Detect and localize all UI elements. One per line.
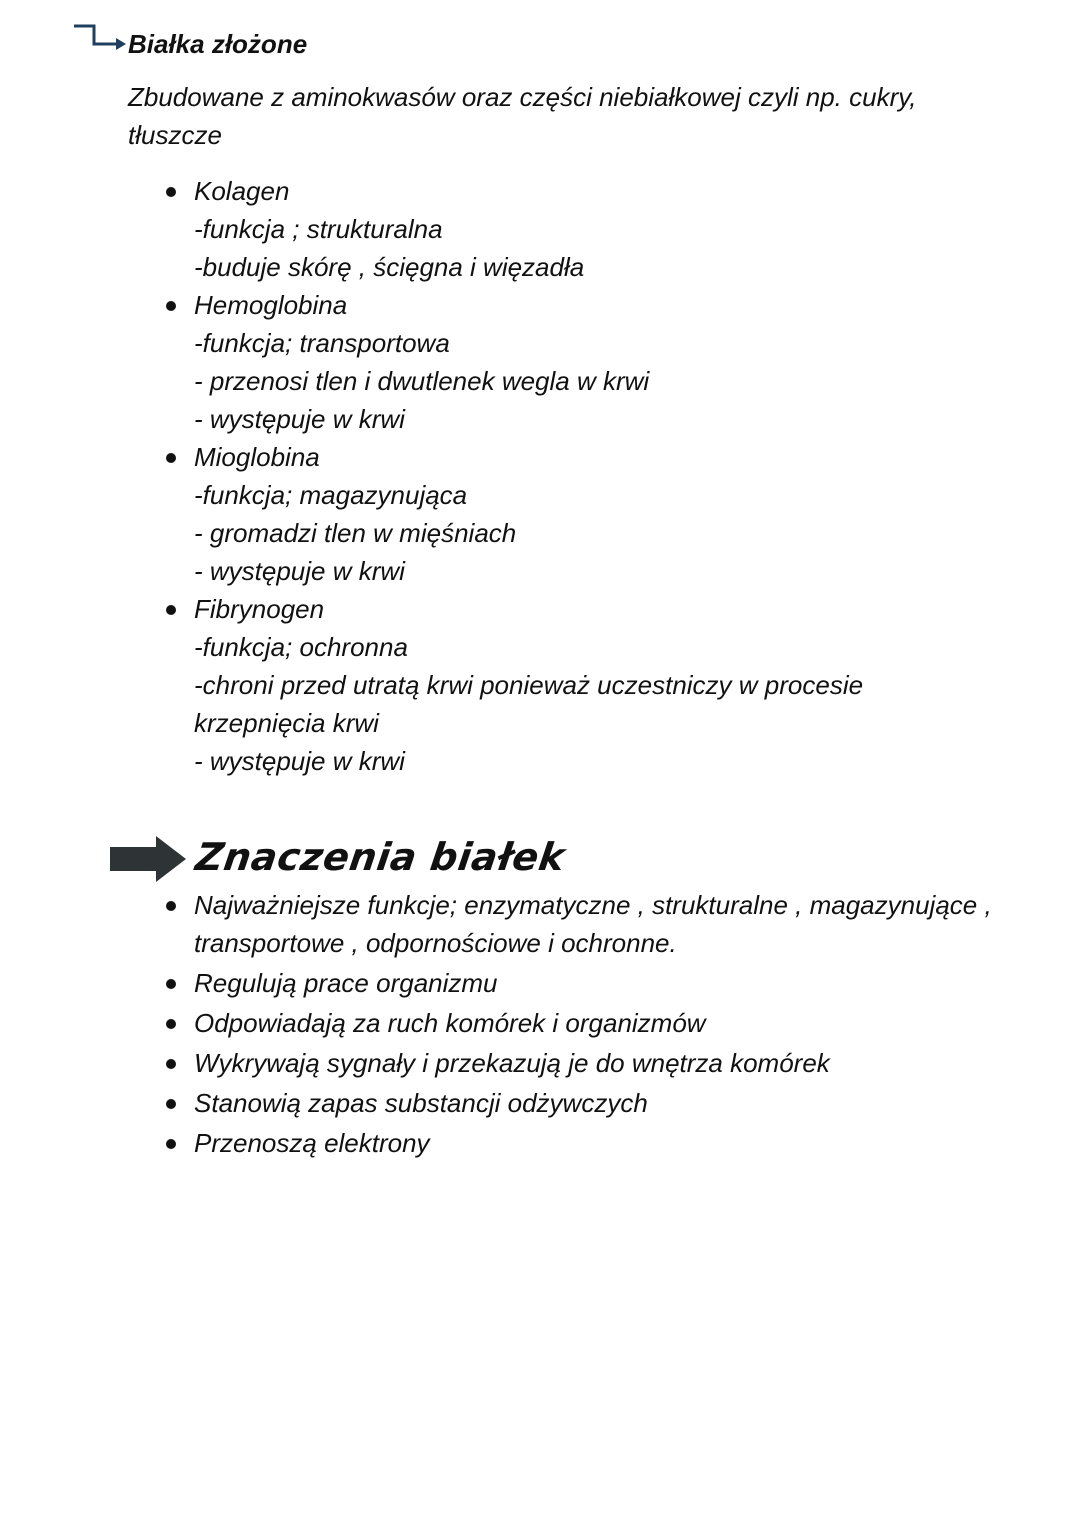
protein-name: Fibrynogen — [194, 594, 325, 624]
protein-name: Hemoglobina — [194, 290, 348, 320]
list-item — [194, 1124, 1014, 1162]
protein-detail: -funkcja; magazynująca — [194, 480, 468, 510]
function-list — [194, 886, 1014, 1164]
list-item — [194, 172, 954, 286]
section-title: Znaczenia białek — [192, 835, 568, 879]
list-item-text: Przenoszą elektrony — [194, 1128, 430, 1158]
list-item-text: Odpowiadają za ruch komórek i organizmów — [194, 1008, 706, 1038]
list-item — [194, 438, 954, 590]
list-item — [194, 590, 954, 780]
bullet-icon — [166, 1019, 176, 1029]
bullet-icon — [166, 605, 176, 615]
protein-detail: - gromadzi tlen w mięśniach — [194, 518, 517, 548]
list-item-text: Stanowią zapas substancji odżywczych — [194, 1088, 648, 1118]
right-arrow-icon — [108, 834, 188, 884]
protein-detail: - przenosi tlen i dwutlenek wegla w krwi — [194, 366, 650, 396]
protein-detail: -funkcja ; strukturalna — [194, 214, 443, 244]
protein-name: Kolagen — [194, 176, 290, 206]
intro-paragraph: Zbudowane z aminokwasów oraz części niebiałkowej czyli np. cukry, tłuszcze — [128, 82, 917, 150]
section-heading — [108, 834, 1008, 884]
list-item-text: Regulują prace organizmu — [194, 968, 498, 998]
page-title: Białka złożone — [128, 29, 308, 59]
bullet-icon — [166, 901, 176, 911]
list-item — [194, 286, 954, 438]
list-item — [194, 1004, 1014, 1042]
list-item — [194, 1044, 1014, 1082]
bullet-icon — [166, 453, 176, 463]
protein-detail: -buduje skórę , ścięgna i więzadła — [194, 252, 585, 282]
list-item — [194, 1084, 1014, 1122]
protein-detail: -chroni przed utratą krwi ponieważ uczestniczy w procesie krzepnięcia krwi — [194, 670, 864, 738]
protein-detail: - występuje w krwi — [194, 556, 405, 586]
protein-detail: - występuje w krwi — [194, 746, 405, 776]
bullet-icon — [166, 1099, 176, 1109]
bullet-icon — [166, 979, 176, 989]
list-item — [194, 964, 1014, 1002]
bullet-icon — [166, 301, 176, 311]
protein-detail: - występuje w krwi — [194, 404, 405, 434]
list-item — [194, 886, 1014, 962]
protein-detail: -funkcja; ochronna — [194, 632, 408, 662]
list-item-text: Wykrywają sygnały i przekazują je do wnętrza komórek — [194, 1048, 830, 1078]
bullet-icon — [166, 1059, 176, 1069]
bullet-icon — [166, 187, 176, 197]
protein-detail: -funkcja; transportowa — [194, 328, 450, 358]
list-item-text: Najważniejsze funkcje; enzymatyczne , strukturalne , magazynujące , transportowe , odpornościowe i ochronne. — [194, 890, 992, 958]
protein-name: Mioglobina — [194, 442, 320, 472]
protein-list — [194, 172, 954, 780]
bullet-icon — [166, 1139, 176, 1149]
corner-down-right-arrow-icon — [72, 22, 128, 62]
